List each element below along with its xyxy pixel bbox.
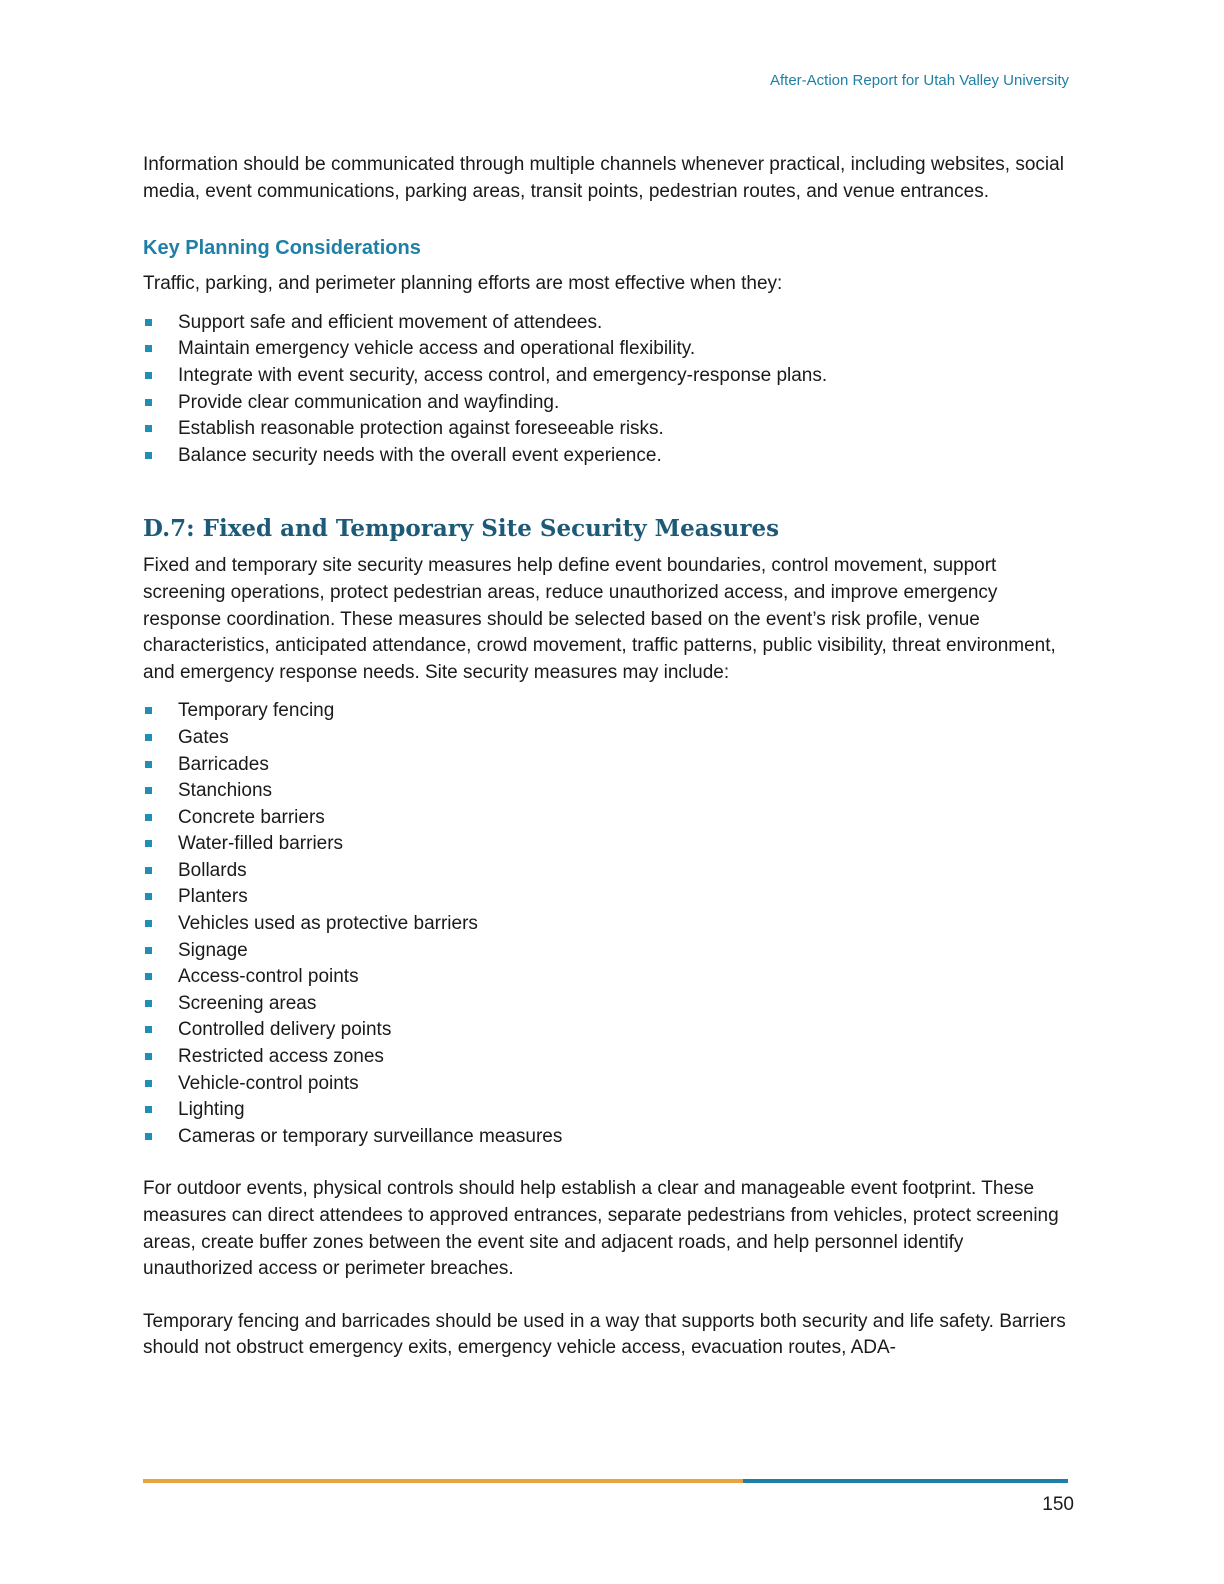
section-heading-d7: D.7: Fixed and Temporary Site Security Measures xyxy=(143,515,780,543)
list-item xyxy=(143,805,1078,832)
list-item-text: Temporary fencing xyxy=(178,700,335,722)
list-item-text: Maintain emergency vehicle access and operational flexibility. xyxy=(178,338,696,360)
list-item-text: Balance security needs with the overall event experience. xyxy=(178,444,662,466)
list-item-text: Restricted access zones xyxy=(178,1046,384,1068)
list-item-text: Vehicle-control points xyxy=(178,1072,359,1094)
square-bullet-icon xyxy=(145,1000,152,1007)
list-item-text: Stanchions xyxy=(178,780,273,802)
list-item xyxy=(143,1071,1078,1098)
list-item xyxy=(143,831,1078,858)
footer-rule-blue xyxy=(743,1479,1068,1483)
square-bullet-icon xyxy=(145,1106,152,1113)
square-bullet-icon xyxy=(145,1133,152,1140)
list-item xyxy=(143,1124,1078,1151)
list-item-text: Cameras or temporary surveillance measures xyxy=(178,1125,563,1147)
list-item xyxy=(143,938,1078,965)
list-item xyxy=(143,310,1078,337)
site-security-measures-list xyxy=(143,698,1078,1150)
page-content xyxy=(143,152,1078,1362)
footer-rule-orange xyxy=(143,1479,743,1483)
square-bullet-icon xyxy=(145,345,152,352)
square-bullet-icon xyxy=(145,1053,152,1060)
list-item xyxy=(143,1044,1078,1071)
list-item xyxy=(143,752,1078,779)
square-bullet-icon xyxy=(145,814,152,821)
list-item-text: Screening areas xyxy=(178,992,317,1014)
square-bullet-icon xyxy=(145,840,152,847)
square-bullet-icon xyxy=(145,1080,152,1087)
square-bullet-icon xyxy=(145,319,152,326)
intro-paragraph: Information should be communicated through multiple channels whenever practical, including websites, social media, event communications, parking areas, transit points, pedestrian routes, and venue entrances. xyxy=(143,154,1064,202)
square-bullet-icon xyxy=(145,1026,152,1033)
list-item xyxy=(143,390,1078,417)
list-item xyxy=(143,443,1078,470)
list-item-text: Water-filled barriers xyxy=(178,833,344,855)
key-planning-heading: Key Planning Considerations xyxy=(143,237,421,260)
list-item xyxy=(143,778,1078,805)
outdoor-events-paragraph: For outdoor events, physical controls should help establish a clear and manageable event footprint. These measures can direct attendees to approved entrances, separate pedestrians from vehicles, protect screening areas, create buffer zones between the event site and adjacent roads, and help personnel identify unauthorized access or perimeter breaches. xyxy=(143,1178,1059,1280)
list-item-text: Access-control points xyxy=(178,966,359,988)
list-item-text: Signage xyxy=(178,939,248,961)
square-bullet-icon xyxy=(145,372,152,379)
list-item xyxy=(143,416,1078,443)
list-item xyxy=(143,884,1078,911)
list-item xyxy=(143,336,1078,363)
list-item xyxy=(143,991,1078,1018)
square-bullet-icon xyxy=(145,734,152,741)
list-item-text: Gates xyxy=(178,726,229,748)
square-bullet-icon xyxy=(145,920,152,927)
list-item xyxy=(143,858,1078,885)
list-item-text: Establish reasonable protection against foreseeable risks. xyxy=(178,418,664,440)
square-bullet-icon xyxy=(145,973,152,980)
list-item xyxy=(143,363,1078,390)
square-bullet-icon xyxy=(145,947,152,954)
list-item xyxy=(143,911,1078,938)
list-item-text: Support safe and efficient movement of attendees. xyxy=(178,311,603,333)
square-bullet-icon xyxy=(145,761,152,768)
key-planning-list xyxy=(143,310,1078,470)
list-item xyxy=(143,698,1078,725)
square-bullet-icon xyxy=(145,399,152,406)
list-item-text: Barricades xyxy=(178,753,269,775)
list-item xyxy=(143,964,1078,991)
list-item-text: Bollards xyxy=(178,859,247,881)
square-bullet-icon xyxy=(145,893,152,900)
square-bullet-icon xyxy=(145,452,152,459)
list-item-text: Planters xyxy=(178,886,248,908)
list-item-text: Controlled delivery points xyxy=(178,1019,392,1041)
list-item xyxy=(143,725,1078,752)
d7-paragraph: Fixed and temporary site security measures help define event boundaries, control movement, support screening operations, protect pedestrian areas, reduce unauthorized access, and improve emergency response coordination. These measures should be selected based on the event’s risk profile, venue characteristics, anticipated attendance, crowd movement, traffic patterns, public visibility, threat environment, and emergency response needs. Site security measures may include: xyxy=(143,555,1056,683)
list-item-text: Provide clear communication and wayfinding. xyxy=(178,391,560,413)
page-number: 150 xyxy=(1042,1494,1074,1515)
square-bullet-icon xyxy=(145,787,152,794)
list-item-text: Integrate with event security, access control, and emergency-response plans. xyxy=(178,364,828,386)
fencing-paragraph: Temporary fencing and barricades should be used in a way that supports both security and life safety. Barriers should not obstruct emergency exits, emergency vehicle access, evacuation routes, ADA- xyxy=(143,1310,1066,1359)
key-planning-lead: Traffic, parking, and perimeter planning efforts are most effective when they: xyxy=(143,273,783,295)
square-bullet-icon xyxy=(145,867,152,874)
list-item-text: Lighting xyxy=(178,1099,245,1121)
list-item xyxy=(143,1097,1078,1124)
footer-rule xyxy=(143,1479,1068,1483)
list-item-text: Vehicles used as protective barriers xyxy=(178,913,478,935)
square-bullet-icon xyxy=(145,425,152,432)
list-item-text: Concrete barriers xyxy=(178,806,325,828)
square-bullet-icon xyxy=(145,707,152,714)
list-item xyxy=(143,1017,1078,1044)
running-header: After-Action Report for Utah Valley University xyxy=(770,72,1069,89)
